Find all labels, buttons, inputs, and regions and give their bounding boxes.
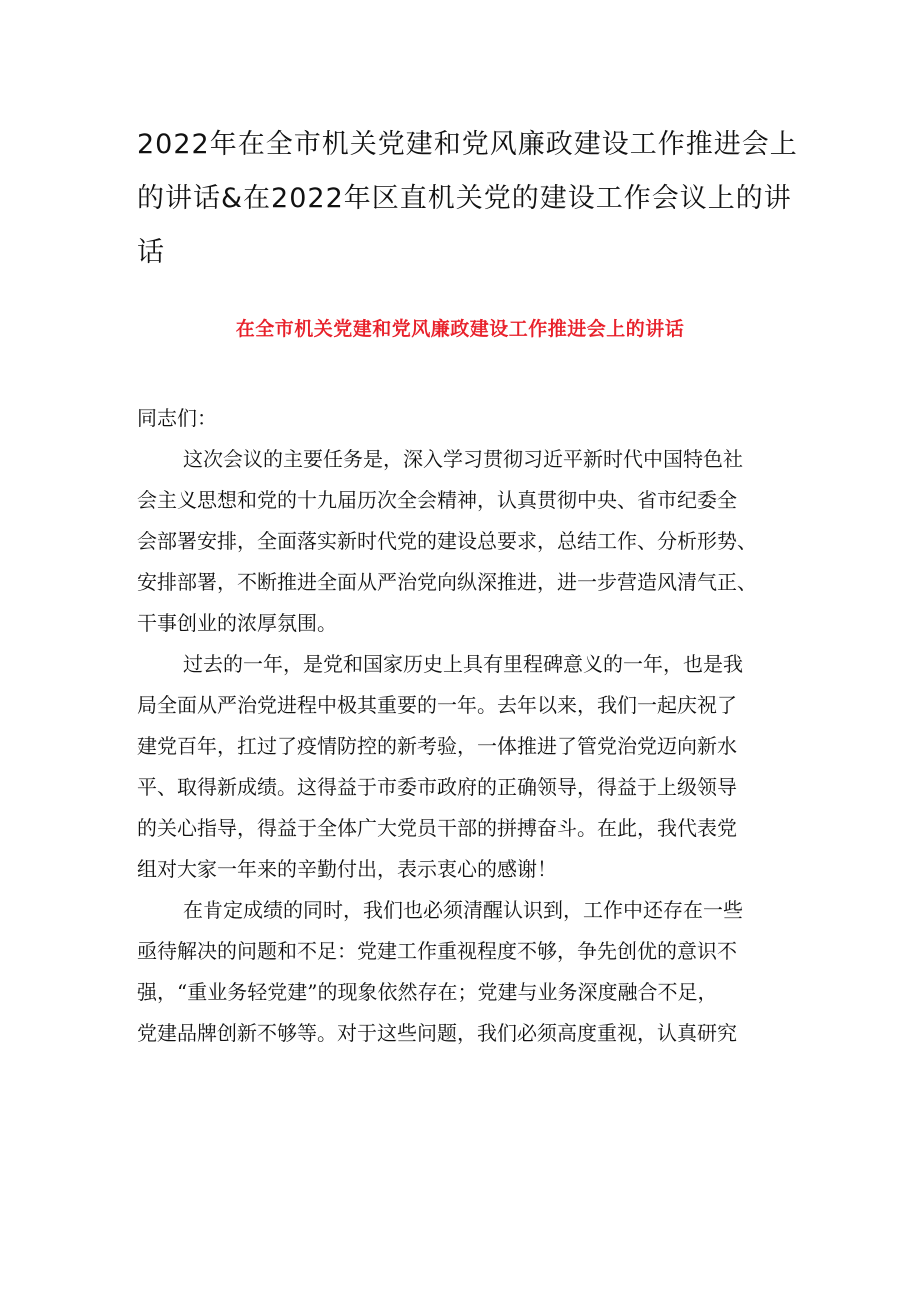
title-line: 的讲话&在2022年区直机关党的建设工作会议上的讲 [137,183,792,214]
text-line: 亟待解决的问题和不足：党建工作重视程度不够，争先创优的意识不 [137,939,737,963]
text-line: 安排部署，不断推进全面从严治党向纵深推进，进一步营造风清气正、 [137,570,757,594]
greeting: 同志们： [137,406,217,430]
speech-body [137,398,792,1054]
text-line: 会主义思想和党的十九届历次全会精神，认真贯彻中央、省市纪委全 [137,488,737,512]
speech-subtitle: 在全市机关党建和党风廉政建设工作推进会上的讲话 [235,318,685,340]
text-line: 局全面从严治党进程中极其重要的一年。去年以来，我们一起庆祝了 [137,693,737,717]
text-line: 过去的一年，是党和国家历史上具有里程碑意义的一年，也是我 [183,652,743,676]
text-line: 强，“重业务轻党建”的现象依然存在；党建与业务深度融合不足， [137,980,718,1004]
paragraph-1 [137,439,792,644]
text-line: 组对大家一年来的辛勤付出，表示衷心的感谢！ [137,857,557,881]
text-line: 平、取得新成绩。这得益于市委市政府的正确领导，得益于上级领导 [137,775,737,799]
document-title [137,118,797,280]
text-line: 党建品牌创新不够等。对于这些问题，我们必须高度重视，认真研究 [137,1021,737,1045]
title-line: 2022年在全市机关党建和党风廉政建设工作推进会上 [137,129,798,160]
title-line: 话 [137,237,165,268]
paragraph-3 [137,890,792,1054]
text-line: 会部署安排，全面落实新时代党的建设总要求，总结工作、分析形势、 [137,529,757,553]
text-line: 的关心指导，得益于全体广大党员干部的拼搏奋斗。在此，我代表党 [137,816,737,840]
text-line: 建党百年，扛过了疫情防控的新考验，一体推进了管党治党迈向新水 [137,734,737,758]
text-line: 干事创业的浓厚氛围。 [137,611,337,635]
text-line: 这次会议的主要任务是，深入学习贯彻习近平新时代中国特色社 [183,447,743,471]
text-line: 在肯定成绩的同时，我们也必须清醒认识到，工作中还存在一些 [183,898,743,922]
paragraph-2 [137,644,792,890]
